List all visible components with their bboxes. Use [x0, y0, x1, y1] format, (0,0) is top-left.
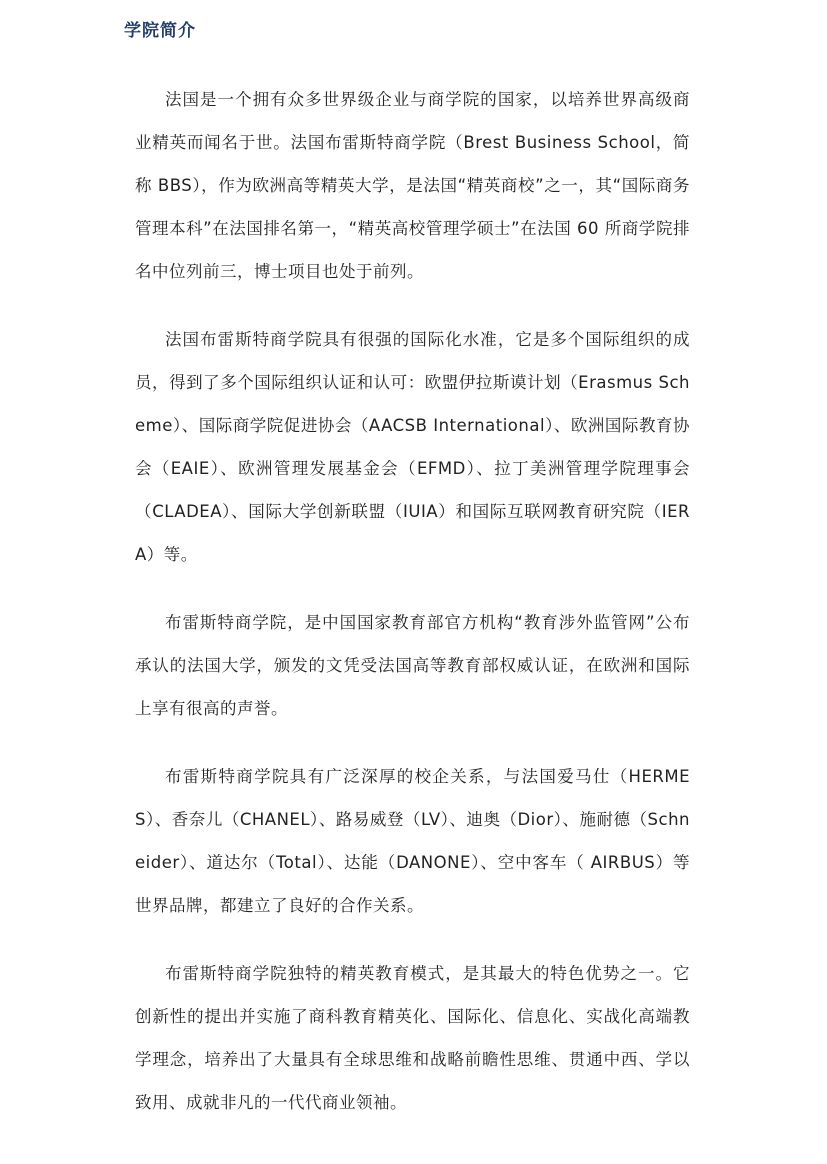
page-title: 学院简介 — [124, 21, 196, 41]
paragraph-intro: 法国是一个拥有众多世界级企业与商学院的国家，以培养世界高级商业精英而闻名于世。法国布雷斯特商学院（Brest Business School，简称 BBS），作为欧洲高等精英大学，是法国“精英商校”之一，其“国际商务管理本科”在法国排名第一，“精英高校管理学硕士”在法国 60 所商学院排名中位列前三，博士项目也处于前列。 — [135, 90, 690, 281]
document-body — [135, 78, 690, 1149]
paragraph-education-model: 布雷斯特商学院独特的精英教育模式，是其最大的特色优势之一。它创新性的提出并实施了商科教育精英化、国际化、信息化、实战化高端教学理念，培养出了大量具有全球思维和战略前瞻性思维、贯通中西、学以致用、成就非凡的一代代商业领袖。 — [135, 964, 690, 1112]
paragraph-international: 法国布雷斯特商学院具有很强的国际化水准，它是多个国际组织的成员，得到了多个国际组织认证和认可：欧盟伊拉斯谟计划（Erasmus Scheme）、国际商学院促进协会（AACSB International）、欧洲国际教育协会（EAIE）、欧洲管理发展基金会（EFMD）、拉丁美洲管理学院理事会（CLADEA）、国际大学创新联盟（IUIA）和国际互联网教育研究院（IERA）等。 — [135, 330, 690, 564]
paragraph-partners: 布雷斯特商学院具有广泛深厚的校企关系，与法国爱马仕（HERMES）、香奈儿（CHANEL）、路易威登（LV）、迪奥（Dior）、施耐德（Schneider）、道达尔（Total）、达能（DANONE）、空中客车（ AIRBUS）等世界品牌，都建立了良好的合作关系。 — [135, 767, 690, 915]
paragraph-recognition: 布雷斯特商学院，是中国国家教育部官方机构“教育涉外监管网”公布承认的法国大学，颁发的文凭受法国高等教育部权威认证，在欧洲和国际上享有很高的声誉。 — [135, 613, 690, 718]
